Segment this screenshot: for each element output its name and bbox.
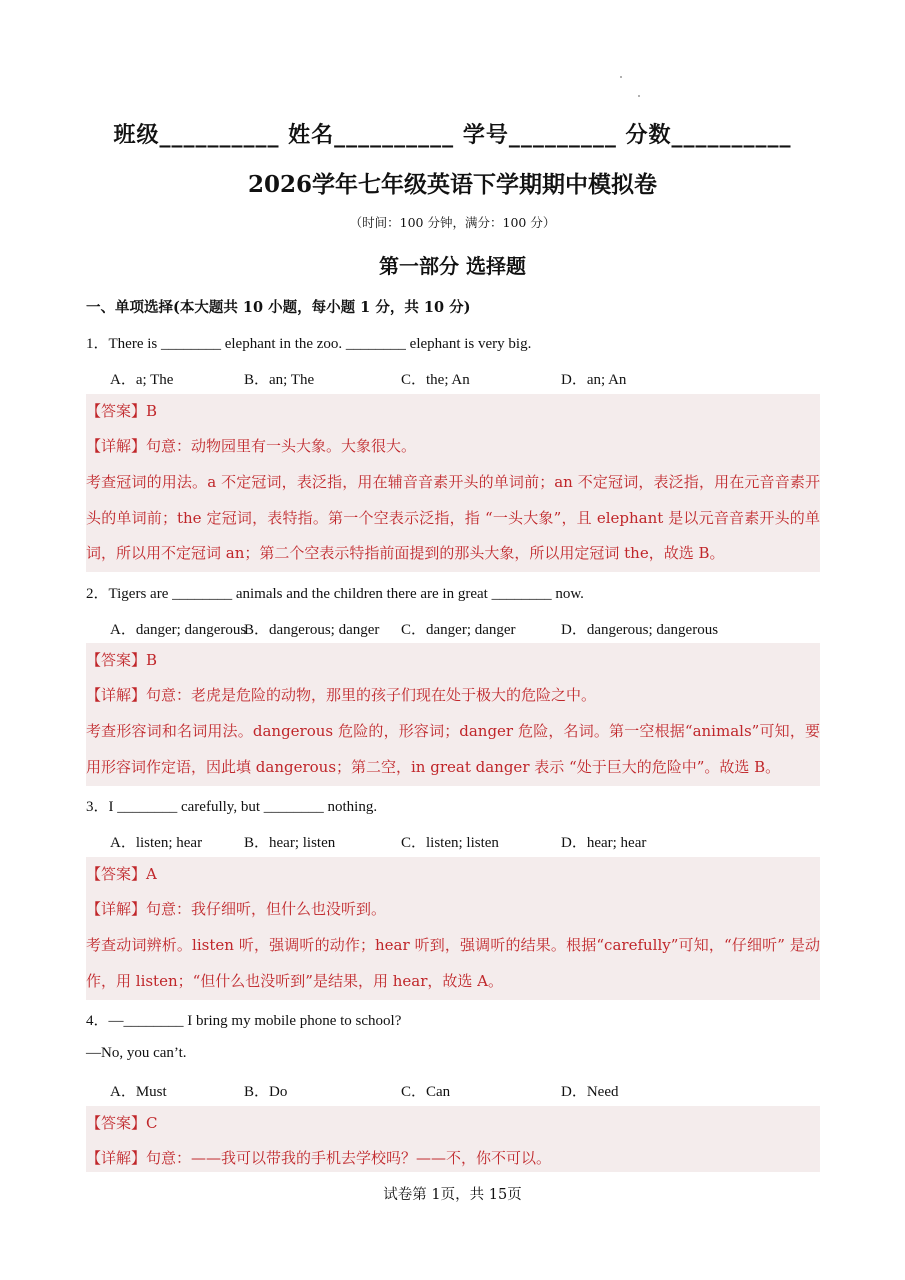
question-1-option-a: A．a; The: [110, 372, 174, 388]
part-heading: 第一部分 选择题: [379, 254, 526, 278]
question-4-option-d: D．Need: [561, 1084, 619, 1100]
question-2-option-a: A．danger; dangerous: [110, 622, 247, 638]
student-info-fields: 班级__________ 姓名__________ 学号_________ 分数__________: [113, 122, 792, 148]
question-1-option-c: C．the; An: [401, 372, 470, 388]
question-4-response: —No, you can’t.: [86, 1045, 187, 1061]
question-2-option-b: B．dangerous; danger: [244, 622, 380, 638]
exam-subtitle: （时间：100 分钟，满分：100 分）: [349, 215, 556, 230]
question-4-answer: 【答案】C: [86, 1114, 158, 1132]
question-1-option-b: B．an; The: [244, 372, 315, 388]
question-3-option-d: D．hear; hear: [561, 835, 647, 851]
question-4-stem: 4．—________ I bring my mobile phone to school?: [86, 1013, 402, 1029]
question-2-answer: 【答案】B: [86, 651, 158, 669]
speck: [620, 76, 622, 78]
question-1-detail: 【详解】句意：动物园里有一头大象。大象很大。: [86, 437, 417, 455]
question-1-explanation: 考查冠词的用法。a 不定冠词，表泛指，用在辅音音素开头的单词前；an 不定冠词，表泛指，用在元音音素开头的单词前；the 定冠词，表特指。第一个空表示泛指，指 “一头大象”，且 elephant 是以元音音素开头的单词，所以用不定冠词 an；第二个空表示特指前面提到的那头大象，所以用定冠词 the，故选 B。: [86, 473, 820, 562]
question-2-option-c: C．danger; danger: [401, 622, 516, 638]
exam-title: 2026学年七年级英语下学期期中模拟卷: [247, 171, 657, 198]
question-2-stem: 2．Tigers are ________ animals and the children there are in great ________ now.: [86, 586, 584, 602]
speck: [638, 95, 640, 97]
question-3-detail: 【详解】句意：我仔细听，但什么也没听到。: [86, 900, 387, 918]
question-1-option-d: D．an; An: [561, 372, 627, 388]
question-3-explanation: 考查动词辨析。listen 听，强调听的动作；hear 听到，强调听的结果。根据“carefully”可知，“仔细听” 是动作，用 listen；“但什么也没听到”是结果，用 hear，故选 A。: [86, 936, 820, 990]
question-3-option-a: A．listen; hear: [110, 835, 203, 851]
question-2-explanation: 考查形容词和名词用法。dangerous 危险的，形容词；danger 危险，名词。第一空根据“animals”可知，要用形容词作定语，因此填 dangerous；第二空，in great danger 表示 “处于巨大的危险中”。故选 B。: [86, 722, 820, 776]
question-4-option-a: A．Must: [110, 1084, 167, 1100]
question-2-detail: 【详解】句意：老虎是危险的动物，那里的孩子们现在处于极大的危险之中。: [86, 686, 597, 704]
question-2-option-d: D．dangerous; dangerous: [561, 622, 719, 638]
question-3-answer: 【答案】A: [86, 865, 157, 883]
question-2-answer-box: [86, 643, 820, 786]
question-3-answer-box: [86, 857, 820, 1000]
question-4-option-c: C．Can: [401, 1084, 451, 1100]
question-4-option-b: B．Do: [244, 1084, 288, 1100]
question-3-option-c: C．listen; listen: [401, 835, 499, 851]
question-3-stem: 3．I ________ carefully, but ________ nothing.: [86, 799, 378, 815]
question-1-stem: 1．There is ________ elephant in the zoo. ________ elephant is very big.: [86, 336, 532, 352]
question-1-answer: 【答案】B: [86, 402, 158, 420]
question-1-answer-box: [86, 394, 820, 572]
question-4-answer-box: [86, 1106, 820, 1172]
question-3-option-b: B．hear; listen: [244, 835, 336, 851]
page-footer: 试卷第 1页，共 15页: [383, 1187, 522, 1203]
question-4-detail: 【详解】句意：——我可以带我的手机去学校吗？——不，你不可以。: [86, 1149, 552, 1167]
section-heading: 一、单项选择(本大题共 10 小题，每小题 1 分，共 10 分): [86, 299, 471, 316]
